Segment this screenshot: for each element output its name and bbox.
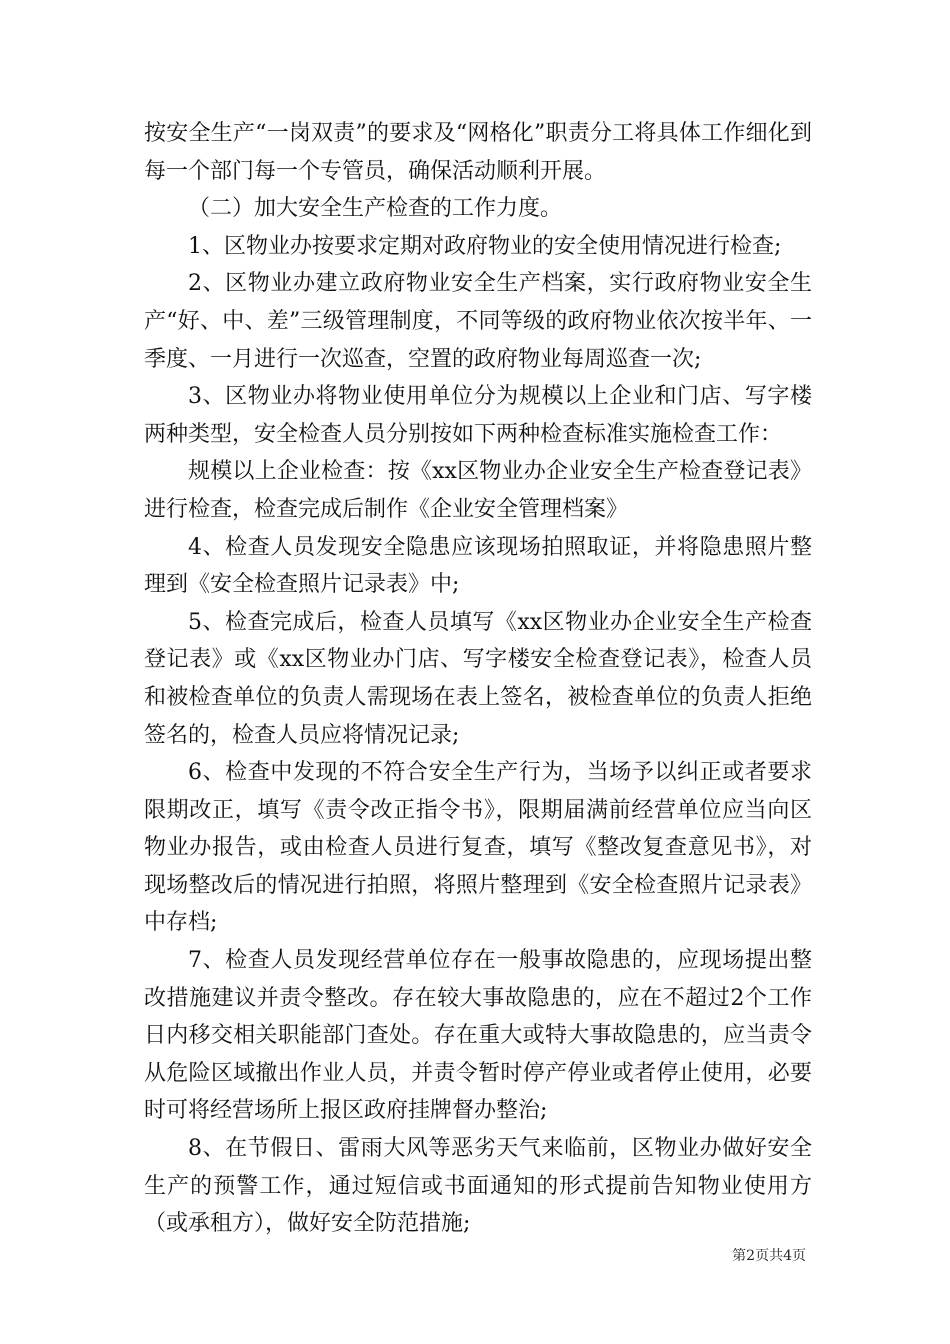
document-body — [144, 115, 812, 1243]
paragraph-item-1: 1、区物业办按要求定期对政府物业的安全使用情况进行检查; — [188, 233, 782, 259]
paragraph-item-2: 2、区物业办建立政府物业安全生产档案，实行政府物业安全生产“好、中、差”三级管理制度，不同等级的政府物业依次按半年、一季度、一月进行一次巡查，空置的政府物业每周巡查一次; — [144, 271, 812, 372]
paragraph-large-enterprise-check: 规模以上企业检查：按《xx区物业办企业安全生产检查登记表》进行检查，检查完成后制作《企业安全管理档案》 — [144, 459, 812, 522]
paragraph-item-3: 3、区物业办将物业使用单位分为规模以上企业和门店、写字楼两种类型，安全检查人员分别按如下两种检查标准实施检查工作： — [144, 384, 812, 447]
paragraph-item-8: 8、在节假日、雷雨大风等恶劣天气来临前，区物业办做好安全生产的预警工作，通过短信或书面通知的形式提前告知物业使用方（或承租方），做好安全防范措施; — [144, 1136, 812, 1237]
paragraph-continuation: 按安全生产“一岗双责”的要求及“网格化”职责分工将具体工作细化到每一个部门每一个专管员，确保活动顺利开展。 — [144, 121, 812, 184]
paragraph-item-5: 5、检查完成后，检查人员填写《xx区物业办企业安全生产检查登记表》或《xx区物业办门店、写字楼安全检查登记表》，检查人员和被检查单位的负责人需现场在表上签名，被检查单位的负责人拒绝签名的，检查人员应将情况记录; — [144, 609, 812, 748]
section-heading: （二）加大安全生产检查的工作力度。 — [188, 196, 563, 222]
paragraph-item-7: 7、检查人员发现经营单位存在一般事故隐患的，应现场提出整改措施建议并责令整改。存在较大事故隐患的，应在不超过2个工作日内移交相关职能部门查处。存在重大或特大事故隐患的，应当责令从危险区域撤出作业人员，并责令暂时停产停业或者停止使用，必要时可将经营场所上报区政府挂牌督办整治; — [144, 948, 812, 1124]
page-number: 第2页共4页 — [732, 1248, 806, 1264]
paragraph-item-4: 4、检查人员发现安全隐患应该现场拍照取证，并将隐患照片整理到《安全检查照片记录表》中; — [144, 534, 812, 598]
paragraph-item-6: 6、检查中发现的不符合安全生产行为，当场予以纠正或者要求限期改正，填写《责令改正指令书》，限期届满前经营单位应当向区物业办报告，或由检查人员进行复查，填写《整改复查意见书》，对现场整改后的情况进行拍照，将照片整理到《安全检查照片记录表》中存档; — [144, 760, 812, 936]
